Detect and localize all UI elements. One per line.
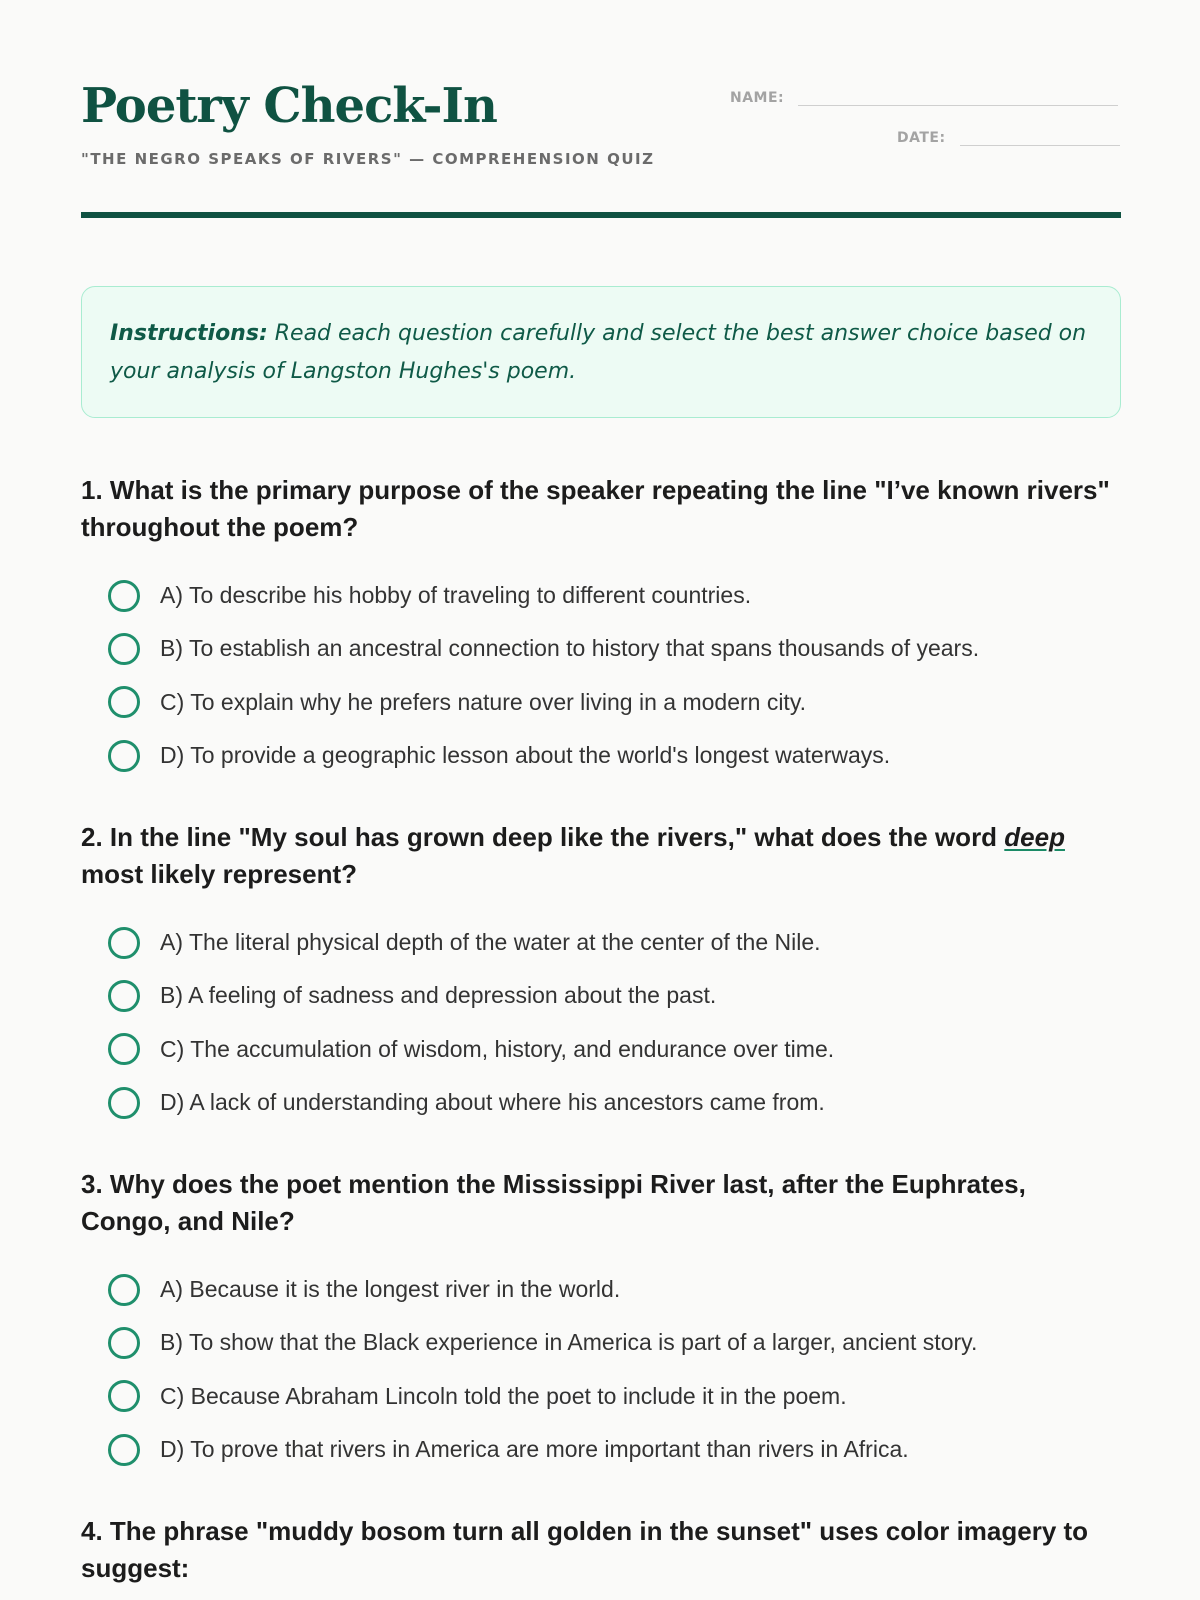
question-1 <box>81 472 1121 782</box>
question-1-options <box>81 569 1121 782</box>
question-2-text-before: 2. In the line "My soul has grown deep like the rivers," what does the word <box>81 822 1005 852</box>
instructions-text: Read each question carefully and select the best answer choice based on your analysis of Langston Hughes's poem. <box>110 321 1087 384</box>
instructions-lead: Instructions: <box>110 321 268 346</box>
answer-option[interactable] <box>81 1263 1121 1316</box>
answer-option-label: B) A feeling of sadness and depression about the past. <box>160 982 717 1009</box>
question-3-text: 3. Why does the poet mention the Mississippi River last, after the Euphrates, Congo, and Nile? <box>81 1169 1026 1236</box>
radio-button[interactable] <box>108 1087 140 1119</box>
answer-option-label: B) To show that the Black experience in America is part of a larger, ancient story. <box>160 1329 978 1356</box>
question-4 <box>81 1513 1121 1587</box>
answer-option-label: A) The literal physical depth of the water at the center of the Nile. <box>160 929 821 956</box>
question-2-text <box>81 819 1121 893</box>
question-2-text-after: most likely represent? <box>81 859 357 889</box>
answer-option-label: D) To provide a geographic lesson about the world's longest waterways. <box>160 742 891 769</box>
answer-option[interactable] <box>81 1316 1121 1369</box>
radio-button[interactable] <box>108 980 140 1012</box>
page-subtitle: "THE NEGRO SPEAKS OF RIVERS" — COMPREHENSION QUIZ <box>81 150 655 168</box>
answer-option[interactable] <box>81 1023 1121 1076</box>
answer-option-label: C) The accumulation of wisdom, history, and endurance over time. <box>160 1035 835 1062</box>
header-divider <box>81 212 1121 218</box>
answer-option-label: C) To explain why he prefers nature over living in a modern city. <box>160 688 807 715</box>
date-label: DATE: <box>897 130 946 146</box>
answer-option[interactable] <box>81 1370 1121 1423</box>
answer-option[interactable] <box>81 676 1121 729</box>
radio-button[interactable] <box>108 1380 140 1412</box>
radio-button[interactable] <box>108 1327 140 1359</box>
date-field <box>897 120 1120 146</box>
answer-option[interactable] <box>81 916 1121 969</box>
answer-option-label: D) To prove that rivers in America are more important than rivers in Africa. <box>160 1436 909 1463</box>
radio-button[interactable] <box>108 1274 140 1306</box>
question-2-options <box>81 916 1121 1129</box>
answer-option[interactable] <box>81 569 1121 622</box>
radio-button[interactable] <box>108 1434 140 1466</box>
quiz-page <box>81 0 1121 1600</box>
radio-button[interactable] <box>108 1033 140 1065</box>
name-label: NAME: <box>730 90 785 106</box>
answer-option-label: A) Because it is the longest river in the world. <box>160 1276 621 1303</box>
name-field <box>730 80 1118 106</box>
answer-option[interactable] <box>81 622 1121 675</box>
answer-option-label: D) A lack of understanding about where his ancestors came from. <box>160 1089 825 1116</box>
question-1-text: 1. What is the primary purpose of the speaker repeating the line "I’ve known rivers" throughout the poem? <box>81 475 1110 542</box>
page-title: Poetry Check-In <box>81 78 497 134</box>
question-3-options <box>81 1263 1121 1476</box>
answer-option-label: A) To describe his hobby of traveling to different countries. <box>160 582 752 609</box>
question-4-text: 4. The phrase "muddy bosom turn all golden in the sunset" uses color imagery to suggest: <box>81 1516 1089 1583</box>
answer-option-label: B) To establish an ancestral connection to history that spans thousands of years. <box>160 635 980 662</box>
instructions-box <box>81 286 1121 418</box>
answer-option[interactable] <box>81 729 1121 782</box>
date-input-line[interactable] <box>960 120 1120 146</box>
question-2-emphasis-word: deep <box>1004 822 1065 852</box>
answer-option[interactable] <box>81 1076 1121 1129</box>
radio-button[interactable] <box>108 927 140 959</box>
answer-option[interactable] <box>81 1423 1121 1476</box>
question-3 <box>81 1166 1121 1476</box>
radio-button[interactable] <box>108 740 140 772</box>
name-input-line[interactable] <box>798 80 1118 106</box>
radio-button[interactable] <box>108 580 140 612</box>
radio-button[interactable] <box>108 633 140 665</box>
question-2 <box>81 819 1121 1129</box>
answer-option-label: C) Because Abraham Lincoln told the poet to include it in the poem. <box>160 1382 847 1409</box>
radio-button[interactable] <box>108 686 140 718</box>
quiz-header <box>81 0 1121 220</box>
answer-option[interactable] <box>81 969 1121 1022</box>
